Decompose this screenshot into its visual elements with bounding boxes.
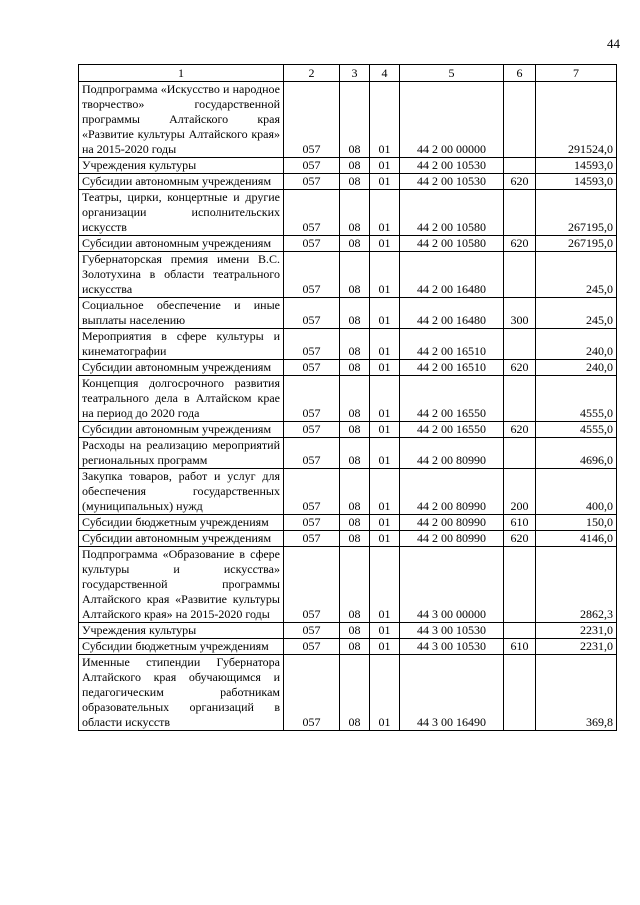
header-cell: 7: [536, 65, 617, 82]
row-subsection-code: 01: [370, 82, 400, 158]
row-subsection-code: 01: [370, 531, 400, 547]
row-section-code: 08: [340, 515, 370, 531]
table-row: [79, 531, 617, 547]
row-expense-type: 610: [504, 515, 536, 531]
header-cell: 6: [504, 65, 536, 82]
row-grbs-code: 057: [284, 174, 340, 190]
row-grbs-code: 057: [284, 515, 340, 531]
table-row: [79, 236, 617, 252]
row-target-article: 44 3 00 10530: [400, 623, 504, 639]
row-name: Учреждения культуры: [79, 158, 284, 174]
table-row: [79, 329, 617, 360]
row-amount: 4146,0: [536, 531, 617, 547]
row-subsection-code: 01: [370, 438, 400, 469]
row-amount: 240,0: [536, 360, 617, 376]
row-name: Концепция долгосрочного развития театрального дела в Алтайском крае на период до 2020 года: [79, 376, 284, 422]
row-target-article: 44 2 00 16510: [400, 360, 504, 376]
row-section-code: 08: [340, 329, 370, 360]
table-body: [79, 82, 617, 731]
row-expense-type: [504, 376, 536, 422]
row-target-article: 44 2 00 10530: [400, 158, 504, 174]
row-target-article: 44 3 00 00000: [400, 547, 504, 623]
row-target-article: 44 2 00 16510: [400, 329, 504, 360]
row-section-code: 08: [340, 236, 370, 252]
row-section-code: 08: [340, 655, 370, 731]
page-number: 44: [607, 36, 620, 51]
row-name: Мероприятия в сфере культуры и кинематографии: [79, 329, 284, 360]
row-subsection-code: 01: [370, 236, 400, 252]
row-name: Субсидии автономным учреждениям: [79, 531, 284, 547]
row-amount: 245,0: [536, 298, 617, 329]
row-amount: 4696,0: [536, 438, 617, 469]
row-target-article: 44 2 00 16480: [400, 298, 504, 329]
row-expense-type: 200: [504, 469, 536, 515]
row-subsection-code: 01: [370, 623, 400, 639]
row-target-article: 44 3 00 10530: [400, 639, 504, 655]
table-row: [79, 655, 617, 731]
row-expense-type: [504, 252, 536, 298]
row-name: Именные стипендии Губернатора Алтайского края обучающимся и педагогическим работникам образовательных организаций в области искусств: [79, 655, 284, 731]
row-name: Субсидии автономным учреждениям: [79, 360, 284, 376]
row-grbs-code: 057: [284, 438, 340, 469]
table-row: [79, 158, 617, 174]
row-expense-type: 620: [504, 236, 536, 252]
row-name: Субсидии бюджетным учреждениям: [79, 515, 284, 531]
row-subsection-code: 01: [370, 190, 400, 236]
row-section-code: 08: [340, 422, 370, 438]
table-row: [79, 190, 617, 236]
row-subsection-code: 01: [370, 158, 400, 174]
row-section-code: 08: [340, 360, 370, 376]
row-section-code: 08: [340, 174, 370, 190]
table-row: [79, 438, 617, 469]
row-section-code: 08: [340, 531, 370, 547]
row-subsection-code: 01: [370, 655, 400, 731]
row-name: Расходы на реализацию мероприятий региональных программ: [79, 438, 284, 469]
row-expense-type: [504, 82, 536, 158]
table-row: [79, 82, 617, 158]
row-expense-type: [504, 655, 536, 731]
row-target-article: 44 2 00 80990: [400, 469, 504, 515]
row-expense-type: 620: [504, 174, 536, 190]
row-section-code: 08: [340, 469, 370, 515]
row-subsection-code: 01: [370, 298, 400, 329]
row-amount: 267195,0: [536, 236, 617, 252]
header-cell: 1: [79, 65, 284, 82]
row-expense-type: 620: [504, 422, 536, 438]
row-name: Театры, цирки, концертные и другие организации исполнительских искусств: [79, 190, 284, 236]
row-target-article: 44 2 00 10530: [400, 174, 504, 190]
table-row: [79, 422, 617, 438]
row-amount: 14593,0: [536, 174, 617, 190]
row-grbs-code: 057: [284, 82, 340, 158]
row-expense-type: [504, 438, 536, 469]
header-cell: 2: [284, 65, 340, 82]
row-subsection-code: 01: [370, 469, 400, 515]
row-grbs-code: 057: [284, 376, 340, 422]
row-amount: 2231,0: [536, 623, 617, 639]
row-target-article: 44 2 00 10580: [400, 190, 504, 236]
row-subsection-code: 01: [370, 547, 400, 623]
table-row: [79, 547, 617, 623]
row-grbs-code: 057: [284, 329, 340, 360]
row-amount: 240,0: [536, 329, 617, 360]
row-grbs-code: 057: [284, 422, 340, 438]
row-section-code: 08: [340, 438, 370, 469]
row-target-article: 44 3 00 16490: [400, 655, 504, 731]
table-row: [79, 174, 617, 190]
row-grbs-code: 057: [284, 655, 340, 731]
row-grbs-code: 057: [284, 298, 340, 329]
row-target-article: 44 2 00 80990: [400, 438, 504, 469]
row-grbs-code: 057: [284, 252, 340, 298]
table-row: [79, 360, 617, 376]
row-subsection-code: 01: [370, 174, 400, 190]
row-amount: 14593,0: [536, 158, 617, 174]
row-expense-type: 620: [504, 531, 536, 547]
row-name: Субсидии автономным учреждениям: [79, 422, 284, 438]
row-name: Закупка товаров, работ и услуг для обеспечения государственных (муниципальных) нужд: [79, 469, 284, 515]
row-expense-type: [504, 158, 536, 174]
row-target-article: 44 2 00 10580: [400, 236, 504, 252]
row-subsection-code: 01: [370, 376, 400, 422]
row-section-code: 08: [340, 376, 370, 422]
row-name: Подпрограмма «Искусство и народное творчество» государственной программы Алтайского края «Развитие культуры Алтайского края» на 2015-2020 годы: [79, 82, 284, 158]
header-cell: 3: [340, 65, 370, 82]
row-section-code: 08: [340, 639, 370, 655]
row-amount: 4555,0: [536, 376, 617, 422]
row-section-code: 08: [340, 252, 370, 298]
row-grbs-code: 057: [284, 360, 340, 376]
row-amount: 245,0: [536, 252, 617, 298]
row-amount: 150,0: [536, 515, 617, 531]
row-subsection-code: 01: [370, 515, 400, 531]
row-grbs-code: 057: [284, 547, 340, 623]
header-cell: 5: [400, 65, 504, 82]
row-target-article: 44 2 00 00000: [400, 82, 504, 158]
row-name: Субсидии бюджетным учреждениям: [79, 639, 284, 655]
row-amount: 2862,3: [536, 547, 617, 623]
row-expense-type: [504, 329, 536, 360]
table-row: [79, 623, 617, 639]
row-name: Субсидии автономным учреждениям: [79, 236, 284, 252]
row-section-code: 08: [340, 190, 370, 236]
row-name: Субсидии автономным учреждениям: [79, 174, 284, 190]
header-row: [79, 65, 617, 82]
row-target-article: 44 2 00 80990: [400, 531, 504, 547]
row-expense-type: [504, 623, 536, 639]
row-grbs-code: 057: [284, 158, 340, 174]
row-amount: 2231,0: [536, 639, 617, 655]
header-cell: 4: [370, 65, 400, 82]
row-grbs-code: 057: [284, 623, 340, 639]
table-row: [79, 376, 617, 422]
row-name: Подпрограмма «Образование в сфере культуры и искусства» государственной программы Алтайского края «Развитие культуры Алтайского края» на 2015-2020 годы: [79, 547, 284, 623]
row-subsection-code: 01: [370, 639, 400, 655]
row-expense-type: 620: [504, 360, 536, 376]
row-target-article: 44 2 00 16550: [400, 376, 504, 422]
table-row: [79, 515, 617, 531]
row-amount: 267195,0: [536, 190, 617, 236]
row-expense-type: 610: [504, 639, 536, 655]
row-name: Губернаторская премия имени В.С. Золотухина в области театрального искусства: [79, 252, 284, 298]
budget-table: [78, 64, 617, 731]
row-grbs-code: 057: [284, 639, 340, 655]
row-subsection-code: 01: [370, 329, 400, 360]
table-row: [79, 298, 617, 329]
row-expense-type: [504, 190, 536, 236]
row-amount: 369,8: [536, 655, 617, 731]
row-grbs-code: 057: [284, 190, 340, 236]
row-target-article: 44 2 00 16550: [400, 422, 504, 438]
table-row: [79, 252, 617, 298]
row-subsection-code: 01: [370, 252, 400, 298]
row-name: Учреждения культуры: [79, 623, 284, 639]
row-section-code: 08: [340, 547, 370, 623]
row-grbs-code: 057: [284, 236, 340, 252]
row-expense-type: 300: [504, 298, 536, 329]
table-row: [79, 639, 617, 655]
row-subsection-code: 01: [370, 360, 400, 376]
row-subsection-code: 01: [370, 422, 400, 438]
row-amount: 291524,0: [536, 82, 617, 158]
row-name: Социальное обеспечение и иные выплаты населению: [79, 298, 284, 329]
row-section-code: 08: [340, 623, 370, 639]
row-grbs-code: 057: [284, 469, 340, 515]
row-section-code: 08: [340, 82, 370, 158]
row-target-article: 44 2 00 16480: [400, 252, 504, 298]
row-expense-type: [504, 547, 536, 623]
row-target-article: 44 2 00 80990: [400, 515, 504, 531]
table-row: [79, 469, 617, 515]
row-amount: 400,0: [536, 469, 617, 515]
row-grbs-code: 057: [284, 531, 340, 547]
row-amount: 4555,0: [536, 422, 617, 438]
row-section-code: 08: [340, 298, 370, 329]
row-section-code: 08: [340, 158, 370, 174]
